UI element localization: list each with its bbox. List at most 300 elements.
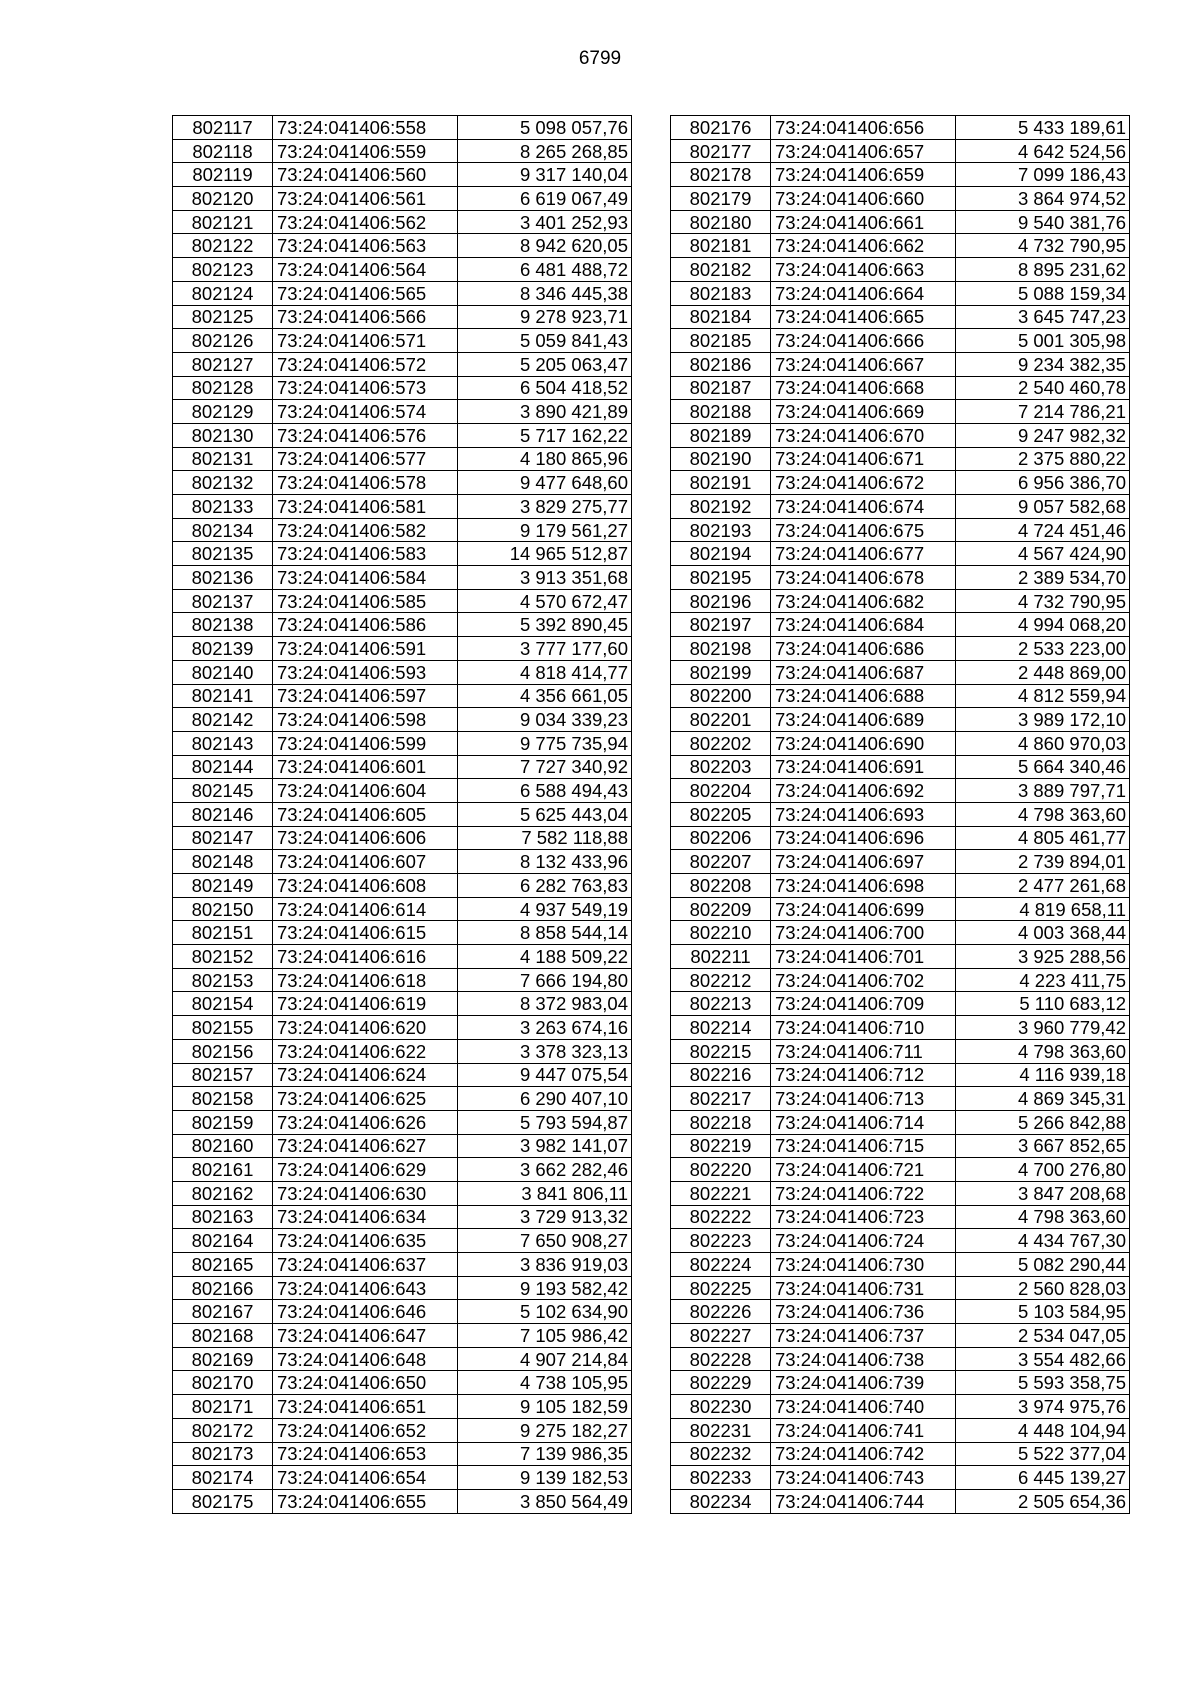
table-row [173, 1087, 632, 1111]
value-cell: 3 850 564,49 [458, 1489, 632, 1513]
table-row [173, 1063, 632, 1087]
page-number: 6799 [578, 48, 622, 69]
cadastral-number-cell: 73:24:041406:709 [771, 992, 956, 1016]
record-number-cell: 802226 [671, 1300, 771, 1324]
record-number-cell: 802168 [173, 1324, 273, 1348]
cadastral-number-cell: 73:24:041406:606 [273, 826, 458, 850]
cadastral-number-cell: 73:24:041406:581 [273, 495, 458, 519]
record-number-cell: 802206 [671, 826, 771, 850]
record-number-cell: 802154 [173, 992, 273, 1016]
cadastral-number-cell: 73:24:041406:674 [771, 495, 956, 519]
value-cell: 4 798 363,60 [956, 802, 1130, 826]
cadastral-number-cell: 73:24:041406:723 [771, 1205, 956, 1229]
cadastral-number-cell: 73:24:041406:740 [771, 1395, 956, 1419]
value-cell: 9 447 075,54 [458, 1063, 632, 1087]
cadastral-number-cell: 73:24:041406:571 [273, 329, 458, 353]
table-row [173, 708, 632, 732]
record-number-cell: 802141 [173, 684, 273, 708]
value-cell: 6 619 067,49 [458, 187, 632, 211]
record-number-cell: 802159 [173, 1110, 273, 1134]
table-row [671, 1063, 1130, 1087]
table-row [173, 471, 632, 495]
record-number-cell: 802233 [671, 1466, 771, 1490]
record-number-cell: 802176 [671, 116, 771, 140]
table-row [671, 1489, 1130, 1513]
value-cell: 6 445 139,27 [956, 1466, 1130, 1490]
table-row [173, 779, 632, 803]
cadastral-number-cell: 73:24:041406:724 [771, 1229, 956, 1253]
cadastral-number-cell: 73:24:041406:591 [273, 637, 458, 661]
value-cell: 4 818 414,77 [458, 660, 632, 684]
cadastral-number-cell: 73:24:041406:583 [273, 542, 458, 566]
record-number-cell: 802172 [173, 1418, 273, 1442]
record-number-cell: 802121 [173, 210, 273, 234]
cadastral-number-cell: 73:24:041406:730 [771, 1253, 956, 1277]
table-row [671, 708, 1130, 732]
table-row [173, 802, 632, 826]
value-cell: 4 869 345,31 [956, 1087, 1130, 1111]
value-cell: 2 448 869,00 [956, 660, 1130, 684]
table-row [173, 518, 632, 542]
table-row [173, 329, 632, 353]
cadastral-number-cell: 73:24:041406:738 [771, 1347, 956, 1371]
cadastral-number-cell: 73:24:041406:722 [771, 1181, 956, 1205]
value-cell: 9 278 923,71 [458, 305, 632, 329]
value-cell: 4 937 549,19 [458, 897, 632, 921]
cadastral-number-cell: 73:24:041406:651 [273, 1395, 458, 1419]
table-row [173, 1466, 632, 1490]
value-cell: 3 836 919,03 [458, 1253, 632, 1277]
record-number-cell: 802146 [173, 802, 273, 826]
value-cell: 3 378 323,13 [458, 1039, 632, 1063]
table-row [671, 471, 1130, 495]
table-row [173, 731, 632, 755]
table-row [173, 1039, 632, 1063]
value-cell: 4 223 411,75 [956, 968, 1130, 992]
table-row [671, 1324, 1130, 1348]
table-row [671, 281, 1130, 305]
record-number-cell: 802195 [671, 566, 771, 590]
value-cell: 6 290 407,10 [458, 1087, 632, 1111]
table-row [173, 1300, 632, 1324]
cadastral-number-cell: 73:24:041406:637 [273, 1253, 458, 1277]
cadastral-number-cell: 73:24:041406:598 [273, 708, 458, 732]
table-row [671, 1158, 1130, 1182]
cadastral-number-cell: 73:24:041406:558 [273, 116, 458, 140]
value-cell: 9 477 648,60 [458, 471, 632, 495]
table-row [173, 281, 632, 305]
value-cell: 9 179 561,27 [458, 518, 632, 542]
cadastral-number-cell: 73:24:041406:573 [273, 376, 458, 400]
value-cell: 5 082 290,44 [956, 1253, 1130, 1277]
table-row [173, 1371, 632, 1395]
record-number-cell: 802182 [671, 258, 771, 282]
table-right-body [671, 116, 1130, 1514]
record-number-cell: 802169 [173, 1347, 273, 1371]
cadastral-number-cell: 73:24:041406:739 [771, 1371, 956, 1395]
table-row [173, 163, 632, 187]
table-row [671, 1229, 1130, 1253]
table-row [173, 1205, 632, 1229]
value-cell: 4 003 368,44 [956, 921, 1130, 945]
table-row [173, 897, 632, 921]
record-number-cell: 802228 [671, 1347, 771, 1371]
cadastral-number-cell: 73:24:041406:659 [771, 163, 956, 187]
record-number-cell: 802227 [671, 1324, 771, 1348]
record-number-cell: 802174 [173, 1466, 273, 1490]
cadastral-number-cell: 73:24:041406:675 [771, 518, 956, 542]
table-row [671, 1016, 1130, 1040]
cadastral-number-cell: 73:24:041406:678 [771, 566, 956, 590]
cadastral-number-cell: 73:24:041406:597 [273, 684, 458, 708]
table-row [173, 1324, 632, 1348]
record-number-cell: 802151 [173, 921, 273, 945]
value-cell: 7 666 194,80 [458, 968, 632, 992]
record-number-cell: 802207 [671, 850, 771, 874]
record-number-cell: 802117 [173, 116, 273, 140]
record-number-cell: 802202 [671, 731, 771, 755]
value-cell: 4 642 524,56 [956, 139, 1130, 163]
cadastral-number-cell: 73:24:041406:736 [771, 1300, 956, 1324]
value-cell: 4 356 661,05 [458, 684, 632, 708]
value-cell: 3 982 141,07 [458, 1134, 632, 1158]
value-cell: 4 732 790,95 [956, 234, 1130, 258]
record-number-cell: 802205 [671, 802, 771, 826]
record-number-cell: 802149 [173, 874, 273, 898]
record-number-cell: 802140 [173, 660, 273, 684]
table-row [671, 376, 1130, 400]
cadastral-number-cell: 73:24:041406:572 [273, 352, 458, 376]
cadastral-number-cell: 73:24:041406:702 [771, 968, 956, 992]
value-cell: 4 448 104,94 [956, 1418, 1130, 1442]
value-cell: 5 103 584,95 [956, 1300, 1130, 1324]
table-row [173, 1442, 632, 1466]
table-row [671, 660, 1130, 684]
value-cell: 6 481 488,72 [458, 258, 632, 282]
cadastral-number-cell: 73:24:041406:712 [771, 1063, 956, 1087]
record-number-cell: 802230 [671, 1395, 771, 1419]
record-number-cell: 802234 [671, 1489, 771, 1513]
cadastral-number-cell: 73:24:041406:667 [771, 352, 956, 376]
record-number-cell: 802160 [173, 1134, 273, 1158]
record-number-cell: 802175 [173, 1489, 273, 1513]
record-number-cell: 802144 [173, 755, 273, 779]
value-cell: 4 567 424,90 [956, 542, 1130, 566]
value-cell: 4 812 559,94 [956, 684, 1130, 708]
record-number-cell: 802187 [671, 376, 771, 400]
value-cell: 3 662 282,46 [458, 1158, 632, 1182]
value-cell: 3 829 275,77 [458, 495, 632, 519]
table-row [671, 305, 1130, 329]
cadastral-number-cell: 73:24:041406:624 [273, 1063, 458, 1087]
value-cell: 8 895 231,62 [956, 258, 1130, 282]
cadastral-number-cell: 73:24:041406:650 [273, 1371, 458, 1395]
table-row [671, 1466, 1130, 1490]
cadastral-number-cell: 73:24:041406:615 [273, 921, 458, 945]
cadastral-number-cell: 73:24:041406:665 [771, 305, 956, 329]
table-row [671, 447, 1130, 471]
cadastral-number-cell: 73:24:041406:742 [771, 1442, 956, 1466]
value-cell: 3 645 747,23 [956, 305, 1130, 329]
table-row [671, 779, 1130, 803]
record-number-cell: 802185 [671, 329, 771, 353]
table-left-body [173, 116, 632, 1514]
table-row [173, 1276, 632, 1300]
cadastral-number-cell: 73:24:041406:593 [273, 660, 458, 684]
cadastral-number-cell: 73:24:041406:670 [771, 423, 956, 447]
record-number-cell: 802188 [671, 400, 771, 424]
cadastral-number-cell: 73:24:041406:743 [771, 1466, 956, 1490]
record-number-cell: 802137 [173, 589, 273, 613]
table-row [671, 1253, 1130, 1277]
cadastral-number-cell: 73:24:041406:652 [273, 1418, 458, 1442]
cadastral-number-cell: 73:24:041406:698 [771, 874, 956, 898]
value-cell: 4 798 363,60 [956, 1205, 1130, 1229]
record-number-cell: 802223 [671, 1229, 771, 1253]
cadastral-number-cell: 73:24:041406:696 [771, 826, 956, 850]
record-number-cell: 802123 [173, 258, 273, 282]
value-cell: 5 098 057,76 [458, 116, 632, 140]
value-cell: 6 956 386,70 [956, 471, 1130, 495]
cadastral-number-cell: 73:24:041406:668 [771, 376, 956, 400]
value-cell: 3 667 852,65 [956, 1134, 1130, 1158]
table-row [671, 1181, 1130, 1205]
value-cell: 3 890 421,89 [458, 400, 632, 424]
table-row [671, 542, 1130, 566]
cadastral-number-cell: 73:24:041406:564 [273, 258, 458, 282]
value-cell: 5 102 634,90 [458, 1300, 632, 1324]
record-number-cell: 802209 [671, 897, 771, 921]
value-cell: 3 777 177,60 [458, 637, 632, 661]
table-row [671, 802, 1130, 826]
record-number-cell: 802219 [671, 1134, 771, 1158]
cadastral-number-cell: 73:24:041406:687 [771, 660, 956, 684]
cadastral-number-cell: 73:24:041406:657 [771, 139, 956, 163]
value-cell: 4 798 363,60 [956, 1039, 1130, 1063]
table-row [173, 1110, 632, 1134]
value-cell: 3 841 806,11 [458, 1181, 632, 1205]
cadastral-number-cell: 73:24:041406:599 [273, 731, 458, 755]
record-number-cell: 802131 [173, 447, 273, 471]
value-cell: 4 570 672,47 [458, 589, 632, 613]
table-row [173, 542, 632, 566]
cadastral-number-cell: 73:24:041406:608 [273, 874, 458, 898]
cadastral-number-cell: 73:24:041406:715 [771, 1134, 956, 1158]
record-number-cell: 802167 [173, 1300, 273, 1324]
cadastral-number-cell: 73:24:041406:692 [771, 779, 956, 803]
value-cell: 3 925 288,56 [956, 945, 1130, 969]
table-row [173, 613, 632, 637]
value-cell: 3 989 172,10 [956, 708, 1130, 732]
table-row [671, 637, 1130, 661]
value-cell: 4 819 658,11 [956, 897, 1130, 921]
record-number-cell: 802173 [173, 1442, 273, 1466]
value-cell: 9 317 140,04 [458, 163, 632, 187]
record-number-cell: 802186 [671, 352, 771, 376]
value-cell: 3 864 974,52 [956, 187, 1130, 211]
value-cell: 2 477 261,68 [956, 874, 1130, 898]
table-row [173, 376, 632, 400]
record-number-cell: 802161 [173, 1158, 273, 1182]
cadastral-number-cell: 73:24:041406:655 [273, 1489, 458, 1513]
value-cell: 4 860 970,03 [956, 731, 1130, 755]
cadastral-number-cell: 73:24:041406:654 [273, 1466, 458, 1490]
cadastral-number-cell: 73:24:041406:690 [771, 731, 956, 755]
record-number-cell: 802180 [671, 210, 771, 234]
record-number-cell: 802221 [671, 1181, 771, 1205]
record-number-cell: 802139 [173, 637, 273, 661]
record-number-cell: 802135 [173, 542, 273, 566]
value-cell: 3 263 674,16 [458, 1016, 632, 1040]
value-cell: 3 729 913,32 [458, 1205, 632, 1229]
record-number-cell: 802134 [173, 518, 273, 542]
record-number-cell: 802130 [173, 423, 273, 447]
value-cell: 4 434 767,30 [956, 1229, 1130, 1253]
cadastral-number-cell: 73:24:041406:577 [273, 447, 458, 471]
cadastral-number-cell: 73:24:041406:662 [771, 234, 956, 258]
record-number-cell: 802177 [671, 139, 771, 163]
value-cell: 2 533 223,00 [956, 637, 1130, 661]
cadastral-number-cell: 73:24:041406:643 [273, 1276, 458, 1300]
table-row [671, 163, 1130, 187]
cadastral-number-cell: 73:24:041406:584 [273, 566, 458, 590]
value-cell: 2 560 828,03 [956, 1276, 1130, 1300]
value-cell: 6 504 418,52 [458, 376, 632, 400]
cadastral-number-cell: 73:24:041406:697 [771, 850, 956, 874]
cadastral-number-cell: 73:24:041406:620 [273, 1016, 458, 1040]
cadastral-number-cell: 73:24:041406:672 [771, 471, 956, 495]
table-row [173, 1489, 632, 1513]
table-row [671, 1039, 1130, 1063]
table-row [173, 1229, 632, 1253]
value-cell: 2 540 460,78 [956, 376, 1130, 400]
record-number-cell: 802162 [173, 1181, 273, 1205]
cadastral-number-cell: 73:24:041406:691 [771, 755, 956, 779]
value-cell: 9 139 182,53 [458, 1466, 632, 1490]
value-cell: 7 582 118,88 [458, 826, 632, 850]
cadastral-number-cell: 73:24:041406:686 [771, 637, 956, 661]
value-cell: 5 110 683,12 [956, 992, 1130, 1016]
cadastral-number-cell: 73:24:041406:710 [771, 1016, 956, 1040]
value-cell: 7 105 986,42 [458, 1324, 632, 1348]
value-cell: 5 205 063,47 [458, 352, 632, 376]
table-row [671, 1395, 1130, 1419]
value-cell: 4 180 865,96 [458, 447, 632, 471]
value-cell: 4 732 790,95 [956, 589, 1130, 613]
value-cell: 9 247 982,32 [956, 423, 1130, 447]
record-number-cell: 802142 [173, 708, 273, 732]
cadastral-number-cell: 73:24:041406:646 [273, 1300, 458, 1324]
table-row [173, 826, 632, 850]
value-cell: 9 057 582,68 [956, 495, 1130, 519]
cadastral-number-cell: 73:24:041406:560 [273, 163, 458, 187]
cadastral-number-cell: 73:24:041406:653 [273, 1442, 458, 1466]
record-number-cell: 802201 [671, 708, 771, 732]
table-row [671, 1110, 1130, 1134]
cadastral-number-cell: 73:24:041406:563 [273, 234, 458, 258]
record-number-cell: 802125 [173, 305, 273, 329]
value-cell: 7 099 186,43 [956, 163, 1130, 187]
record-number-cell: 802127 [173, 352, 273, 376]
record-number-cell: 802212 [671, 968, 771, 992]
cadastral-number-cell: 73:24:041406:744 [771, 1489, 956, 1513]
record-number-cell: 802210 [671, 921, 771, 945]
value-cell: 4 907 214,84 [458, 1347, 632, 1371]
cadastral-number-cell: 73:24:041406:731 [771, 1276, 956, 1300]
value-cell: 7 214 786,21 [956, 400, 1130, 424]
record-number-cell: 802199 [671, 660, 771, 684]
table-row [671, 1205, 1130, 1229]
value-cell: 8 132 433,96 [458, 850, 632, 874]
cadastral-number-cell: 73:24:041406:622 [273, 1039, 458, 1063]
table-row [671, 352, 1130, 376]
cadastral-number-cell: 73:24:041406:737 [771, 1324, 956, 1348]
record-number-cell: 802171 [173, 1395, 273, 1419]
cadastral-number-cell: 73:24:041406:619 [273, 992, 458, 1016]
value-cell: 5 793 594,87 [458, 1110, 632, 1134]
record-number-cell: 802198 [671, 637, 771, 661]
record-number-cell: 802218 [671, 1110, 771, 1134]
value-cell: 9 540 381,76 [956, 210, 1130, 234]
record-number-cell: 802216 [671, 1063, 771, 1087]
record-number-cell: 802126 [173, 329, 273, 353]
record-number-cell: 802179 [671, 187, 771, 211]
table-row [173, 1347, 632, 1371]
cadastral-number-cell: 73:24:041406:634 [273, 1205, 458, 1229]
cadastral-number-cell: 73:24:041406:565 [273, 281, 458, 305]
table-row [671, 992, 1130, 1016]
value-cell: 3 913 351,68 [458, 566, 632, 590]
table-row [671, 518, 1130, 542]
record-number-cell: 802194 [671, 542, 771, 566]
cadastral-number-cell: 73:24:041406:660 [771, 187, 956, 211]
cadastral-number-cell: 73:24:041406:699 [771, 897, 956, 921]
cadastral-number-cell: 73:24:041406:576 [273, 423, 458, 447]
value-cell: 7 727 340,92 [458, 755, 632, 779]
value-cell: 7 139 986,35 [458, 1442, 632, 1466]
value-cell: 5 266 842,88 [956, 1110, 1130, 1134]
cadastral-number-cell: 73:24:041406:700 [771, 921, 956, 945]
record-number-cell: 802163 [173, 1205, 273, 1229]
cadastral-number-cell: 73:24:041406:630 [273, 1181, 458, 1205]
table-row [671, 897, 1130, 921]
value-cell: 2 739 894,01 [956, 850, 1130, 874]
table-row [173, 305, 632, 329]
record-number-cell: 802138 [173, 613, 273, 637]
record-number-cell: 802170 [173, 1371, 273, 1395]
record-number-cell: 802145 [173, 779, 273, 803]
value-cell: 4 805 461,77 [956, 826, 1130, 850]
cadastral-number-cell: 73:24:041406:689 [771, 708, 956, 732]
cadastral-number-cell: 73:24:041406:741 [771, 1418, 956, 1442]
value-cell: 9 034 339,23 [458, 708, 632, 732]
table-row [671, 826, 1130, 850]
table-row [173, 637, 632, 661]
value-cell: 5 433 189,61 [956, 116, 1130, 140]
record-number-cell: 802136 [173, 566, 273, 590]
cadastral-number-cell: 73:24:041406:682 [771, 589, 956, 613]
record-number-cell: 802196 [671, 589, 771, 613]
record-number-cell: 802122 [173, 234, 273, 258]
value-cell: 5 717 162,22 [458, 423, 632, 447]
cadastral-number-cell: 73:24:041406:578 [273, 471, 458, 495]
cadastral-number-cell: 73:24:041406:574 [273, 400, 458, 424]
value-cell: 3 974 975,76 [956, 1395, 1130, 1419]
value-cell: 3 889 797,71 [956, 779, 1130, 803]
cadastral-number-cell: 73:24:041406:618 [273, 968, 458, 992]
table-row [671, 945, 1130, 969]
table-row [173, 589, 632, 613]
